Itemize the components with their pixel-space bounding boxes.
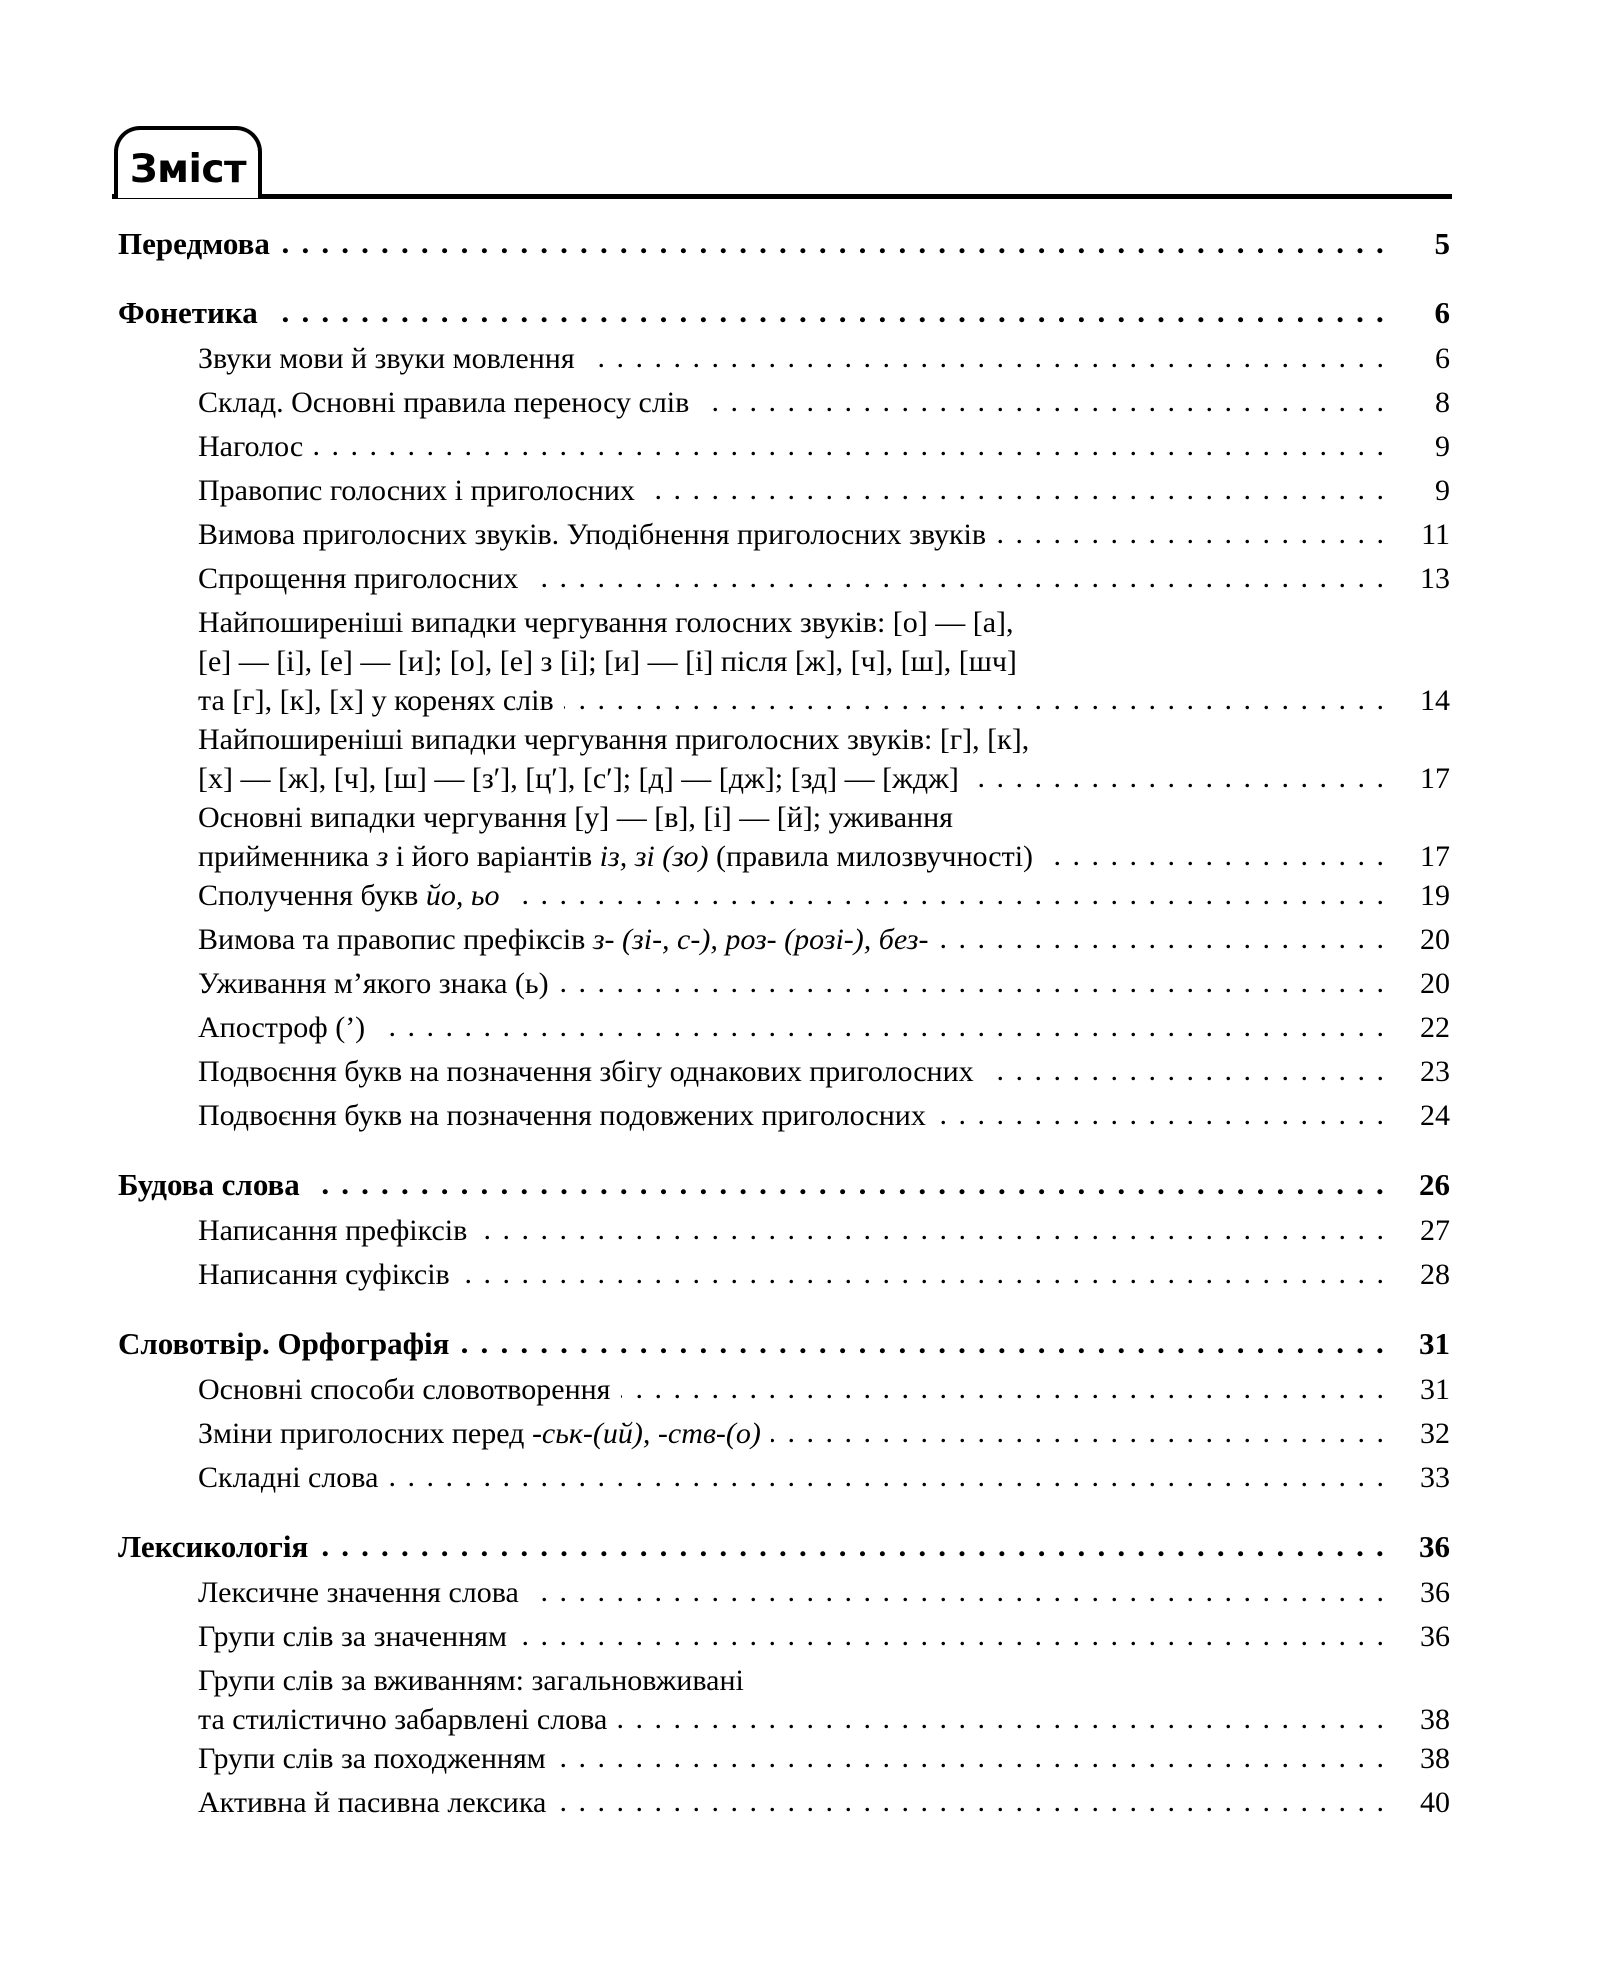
toc-entry-spoluchennia-bukv[interactable] xyxy=(0,881,1450,911)
dot-leader xyxy=(699,388,1386,418)
toc-entry-cherhuvannia-holosnyh[interactable] xyxy=(0,608,1450,716)
toc-entry-label: Основні випадки чергування [у] — [в], [і] — [й]; уживання xyxy=(198,801,953,834)
toc-entry-line-final xyxy=(0,1531,1450,1562)
dot-leader xyxy=(969,764,1386,794)
toc-entry-label: Подвоєння букв на позначення подовжених приголосних xyxy=(198,1099,926,1132)
toc-entry-line xyxy=(0,608,1450,638)
toc-entry-leksychne-znachennia[interactable] xyxy=(0,1578,1450,1608)
dot-leader xyxy=(556,1788,1386,1818)
dot-leader xyxy=(938,925,1386,955)
toc-entry-osnovni-sposoby[interactable] xyxy=(0,1375,1450,1405)
toc-page-number: 6 xyxy=(1435,342,1450,375)
toc-page-number: 20 xyxy=(1420,923,1450,956)
toc-entry-label: Найпоширеніші випадки чергування голосних звуків: [о] — [а], xyxy=(198,606,1014,639)
toc-entry-line-final xyxy=(0,686,1450,716)
toc-entry-miakyi-znak[interactable] xyxy=(0,969,1450,999)
toc-page-number: 32 xyxy=(1420,1417,1450,1450)
toc-entry-label: Уживання м’якого знака (ь) xyxy=(198,967,549,1000)
toc-entry-line xyxy=(0,725,1450,755)
toc-page-number: 38 xyxy=(1420,1703,1450,1736)
toc-entry-line-final xyxy=(0,520,1450,550)
toc-entry-label: [е] — [і], [е] — [и]; [о], [е] з [і]; [и] — [і] після [ж], [ч], [ш], [шч] xyxy=(198,645,1017,678)
dot-leader xyxy=(517,1622,1386,1652)
toc-entry-line-final xyxy=(0,881,1450,911)
toc-entry-zvuky-movy[interactable] xyxy=(0,344,1450,374)
dot-leader xyxy=(963,803,1386,833)
toc-entry-line-final xyxy=(0,1328,1450,1359)
toc-entry-label: Передмова xyxy=(118,226,270,261)
dot-leader xyxy=(621,1375,1387,1405)
toc-entry-zminy-pryholosnyh[interactable] xyxy=(0,1419,1450,1449)
toc-entry-hrupy-za-znachenniam[interactable] xyxy=(0,1622,1450,1652)
toc-entry-label: та [г], [к], [х] у коренях слів xyxy=(198,684,554,717)
toc-entry-line-final xyxy=(0,1013,1450,1043)
toc-page-number: 6 xyxy=(1434,295,1450,330)
dot-leader xyxy=(559,969,1386,999)
toc-entry-line-final xyxy=(0,1216,1450,1246)
toc-page-number: 8 xyxy=(1435,386,1450,419)
dot-leader xyxy=(460,1260,1386,1290)
toc-entry-sklad[interactable] xyxy=(0,388,1450,418)
toc-entry-line-final xyxy=(0,228,1450,259)
toc-entry-label: Сполучення букв йо, ьо xyxy=(198,879,500,912)
toc-entry-line-final xyxy=(0,1578,1450,1608)
toc-entry-label: Будова слова xyxy=(118,1167,300,1202)
dot-leader xyxy=(564,686,1386,716)
dot-leader xyxy=(509,881,1386,911)
toc-entry-label: Основні способи словотворення xyxy=(198,1373,611,1406)
toc-page-number: 14 xyxy=(1420,684,1450,717)
toc-page-number: 36 xyxy=(1420,1576,1450,1609)
toc-entry-label: Зміни приголосних перед -ськ-(ий), -ств-(о) xyxy=(198,1417,761,1450)
toc-entry-line-final xyxy=(0,1705,1450,1735)
toc-entry-line-final xyxy=(0,388,1450,418)
toc-entry-label: Активна й пасивна лексика xyxy=(198,1786,547,1819)
toc-entry-line-final xyxy=(0,1260,1450,1290)
toc-entry-line-final xyxy=(0,1169,1450,1200)
dot-leader xyxy=(318,1531,1386,1562)
toc-entry-vymova-pryholosnyh[interactable] xyxy=(0,520,1450,550)
dot-leader xyxy=(310,1169,1386,1200)
toc-entry-label: Написання суфіксів xyxy=(198,1258,450,1291)
toc-entry-line xyxy=(0,1666,1450,1696)
toc-page-number: 24 xyxy=(1420,1099,1450,1132)
toc-page-number: 20 xyxy=(1420,967,1450,1000)
toc-entry-podvoiennia-zbih[interactable] xyxy=(0,1057,1450,1087)
dot-leader xyxy=(313,432,1386,462)
toc-entry-line-final xyxy=(0,1622,1450,1652)
toc-entry-line-final xyxy=(0,297,1450,328)
dot-leader xyxy=(459,1328,1386,1359)
toc-entry-apostrof[interactable] xyxy=(0,1013,1450,1043)
toc-entry-label: прийменника з і його варіантів із, зі (зо) (правила милозвучності) xyxy=(198,840,1034,873)
dot-leader xyxy=(996,520,1386,550)
toc-entry-line-final xyxy=(0,1419,1450,1449)
dot-leader xyxy=(375,1013,1386,1043)
toc-entry-sproshchennia[interactable] xyxy=(0,564,1450,594)
toc-entry-line-final xyxy=(0,1463,1450,1493)
toc-page-number: 13 xyxy=(1420,562,1450,595)
toc-page-number: 27 xyxy=(1420,1214,1450,1247)
toc-page-number: 9 xyxy=(1435,430,1450,463)
toc-entry-line-final xyxy=(0,1375,1450,1405)
toc-entry-line-final xyxy=(0,476,1450,506)
toc-entry-peredmova[interactable] xyxy=(0,228,1450,259)
dot-leader xyxy=(754,1666,1386,1696)
dot-leader xyxy=(1039,725,1386,755)
dot-leader xyxy=(585,344,1386,374)
toc-entry-napysannia-prefiksiv[interactable] xyxy=(0,1216,1450,1246)
toc-page-number: 38 xyxy=(1420,1742,1450,1775)
toc-entry-label: Складні слова xyxy=(198,1461,379,1494)
toc-entry-napysannia-sufiksiv[interactable] xyxy=(0,1260,1450,1290)
dot-leader xyxy=(280,228,1386,259)
toc-page-number: 17 xyxy=(1420,840,1450,873)
toc-entry-line-final xyxy=(0,344,1450,374)
toc-entry-budova-slova[interactable] xyxy=(0,1169,1450,1200)
page-header xyxy=(0,0,1600,222)
toc-entry-label: Вимова приголосних звуків. Уподібнення приголосних звуків xyxy=(198,518,987,551)
row-spacer xyxy=(0,1493,1600,1531)
toc-page-number: 22 xyxy=(1420,1011,1450,1044)
dot-leader xyxy=(477,1216,1386,1246)
toc-entry-label: Правопис голосних і приголосних xyxy=(198,474,635,507)
toc-entry-label: Апостроф (’) xyxy=(198,1011,366,1044)
dot-leader xyxy=(936,1101,1386,1131)
toc-entry-naholos[interactable] xyxy=(0,432,1450,462)
toc-entry-line-final xyxy=(0,842,1450,872)
dot-leader xyxy=(1027,647,1386,677)
toc-entry-vymova-prefiksiv[interactable] xyxy=(0,925,1450,955)
toc-entry-label: Лексичне значення слова xyxy=(198,1576,519,1609)
toc-entry-label: Спрощення приголосних xyxy=(198,562,519,595)
toc-page-number: 33 xyxy=(1420,1461,1450,1494)
row-spacer xyxy=(0,1131,1600,1169)
toc-page-number: 19 xyxy=(1420,879,1450,912)
toc-entry-label: Лексикологія xyxy=(118,1529,309,1564)
table-of-contents xyxy=(0,228,1600,1818)
dot-leader xyxy=(984,1057,1386,1087)
toc-page-number: 28 xyxy=(1420,1258,1450,1291)
toc-page-number: 23 xyxy=(1420,1055,1450,1088)
toc-entry-line-final xyxy=(0,764,1450,794)
toc-page-number: 31 xyxy=(1419,1326,1450,1361)
toc-page-number: 26 xyxy=(1419,1167,1450,1202)
toc-entry-label: Групи слів за походженням xyxy=(198,1742,546,1775)
toc-entry-skladni-slova[interactable] xyxy=(0,1463,1450,1493)
dot-leader xyxy=(529,1578,1386,1608)
toc-entry-label: Групи слів за значенням xyxy=(198,1620,507,1653)
dot-leader xyxy=(617,1705,1386,1735)
toc-entry-line-final xyxy=(0,1788,1450,1818)
toc-entry-label: Найпоширеніші випадки чергування приголосних звуків: [г], [к], xyxy=(198,723,1030,756)
toc-page-number: 17 xyxy=(1420,762,1450,795)
dot-leader xyxy=(645,476,1386,506)
toc-entry-line-final xyxy=(0,1101,1450,1131)
toc-page-number: 31 xyxy=(1420,1373,1450,1406)
toc-entry-line xyxy=(0,803,1450,833)
toc-entry-line-final xyxy=(0,564,1450,594)
dot-leader xyxy=(528,564,1386,594)
toc-entry-label: [х] — [ж], [ч], [ш] — [з′], [ц′], [с′]; [д] — [дж]; [зд] — [ждж] xyxy=(198,762,959,795)
toc-entry-slovotvir[interactable] xyxy=(0,1328,1450,1359)
toc-entry-line-final xyxy=(0,925,1450,955)
dot-leader xyxy=(388,1463,1386,1493)
toc-entry-aktyvna-pasyvna[interactable] xyxy=(0,1788,1450,1818)
toc-entry-label: Звуки мови й звуки мовлення xyxy=(198,342,575,375)
toc-entry-label: Групи слів за вживанням: загальновживані xyxy=(198,1664,744,1697)
toc-page-number: 36 xyxy=(1419,1529,1450,1564)
toc-entry-osnovni-vypadky-u-v[interactable] xyxy=(0,803,1450,872)
header-divider xyxy=(112,194,1452,199)
row-spacer xyxy=(0,259,1600,297)
toc-entry-label: Подвоєння букв на позначення збігу однакових приголосних xyxy=(198,1055,974,1088)
toc-entry-fonetyka[interactable] xyxy=(0,297,1450,328)
toc-page-number: 11 xyxy=(1421,518,1450,551)
toc-entry-label: та стилістично забарвлені слова xyxy=(198,1703,608,1736)
toc-entry-podvoiennia-podovzhenykh[interactable] xyxy=(0,1101,1450,1131)
toc-page-number: 36 xyxy=(1420,1620,1450,1653)
toc-entry-line-final xyxy=(0,1057,1450,1087)
toc-page-number: 5 xyxy=(1434,226,1450,261)
dot-leader xyxy=(556,1744,1386,1774)
toc-entry-label: Наголос xyxy=(198,430,304,463)
toc-entry-line-final xyxy=(0,432,1450,462)
toc-entry-pravopys-holosnyh[interactable] xyxy=(0,476,1450,506)
dot-leader xyxy=(1043,842,1386,872)
toc-entry-hrupy-za-pohodzhenniam[interactable] xyxy=(0,1744,1450,1774)
page-title: Зміст xyxy=(129,147,247,192)
dot-leader xyxy=(1024,608,1386,638)
page-title-box xyxy=(114,126,262,198)
toc-entry-label: Написання префіксів xyxy=(198,1214,468,1247)
toc-entry-label: Склад. Основні правила переносу слів xyxy=(198,386,690,419)
toc-entry-label: Фонетика xyxy=(118,295,258,330)
toc-entry-line-final xyxy=(0,1744,1450,1774)
toc-page-number: 9 xyxy=(1435,474,1450,507)
toc-entry-leksykolohiia[interactable] xyxy=(0,1531,1450,1562)
dot-leader xyxy=(771,1419,1386,1449)
toc-entry-cherhuvannia-pryholosnyh[interactable] xyxy=(0,725,1450,794)
toc-entry-line-final xyxy=(0,969,1450,999)
toc-entry-label: Вимова та правопис префіксів з- (зі-, с-), роз- (розі-), без- xyxy=(198,923,929,956)
dot-leader xyxy=(268,297,1386,328)
row-spacer xyxy=(0,1290,1600,1328)
toc-page-number: 40 xyxy=(1420,1786,1450,1819)
toc-entry-line xyxy=(0,647,1450,677)
toc-entry-label: Словотвір. Орфографія xyxy=(118,1326,450,1361)
toc-entry-hrupy-za-vzhyvanniam[interactable] xyxy=(0,1666,1450,1735)
